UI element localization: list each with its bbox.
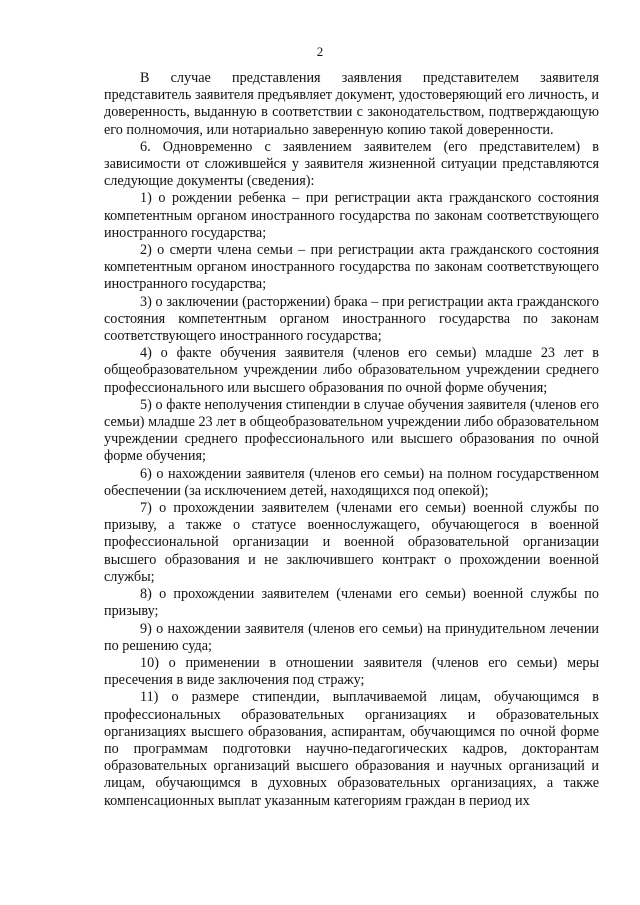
list-item-4: 4) о факте обучения заявителя (членов его семьи) младше 23 лет в общеобразовательном учреждении либо образовательном учреждении среднего профессионального или высшего образования по очной форме обучения; [104, 345, 599, 396]
list-item-6: 6) о нахождении заявителя (членов его семьи) на полном государственном обеспечении (за исключением детей, находящихся под опекой); [104, 465, 599, 499]
list-item-10: 10) о применении в отношении заявителя (членов его семьи) меры пресечения в виде заключения под стражу; [104, 654, 599, 689]
list-item-11: 11) о размере стипендии, выплачиваемой лицам, обучающимся в профессиональных образовательных организациях и образовательных организациях высшего образования, аспирантам, обучающимся по очной форме по программам подготовки научно-педагогических кадров, докторантам образовательных организаций высшего образования и научных организаций и лицам, обучающимся в духовных образовательных организациях, а также компенсационных выплат указанным категориям граждан в период их [104, 689, 599, 809]
paragraph-6-intro: 6. Одновременно с заявлением заявителем (его представителем) в зависимости от сложившейся у заявителя жизненной ситуации представляются следующие документы (сведения): [104, 138, 599, 190]
list-item-9: 9) о нахождении заявителя (членов его семьи) на принудительном лечении по решению суда; [104, 620, 599, 654]
document-body [104, 70, 599, 810]
list-item-5: 5) о факте неполучения стипендии в случае обучения заявителя (членов его семьи) младше 23 лет в общеобразовательном учреждении либо образовательном учреждении среднего профессионального или высшего образования по очной форме обучения; [104, 396, 599, 465]
page-number: 2 [316, 44, 324, 59]
list-item-1: 1) о рождении ребенка – при регистрации акта гражданского состояния компетентным органом иностранного государства по законам соответствующего иностранного государства; [104, 190, 599, 241]
list-item-2: 2) о смерти члена семьи – при регистрации акта гражданского состояния компетентным органом иностранного государства по законам соответствующего иностранного государства; [104, 242, 599, 293]
list-item-7: 7) о прохождении заявителем (членами его семьи) военной службы по призыву, а также о статусе военнослужащего, обучающегося в военной профессиональной организации и военной образовательной организации высшего образования и не заключившего контракт о прохождении военной службы; [104, 500, 599, 585]
list-item-8: 8) о прохождении заявителем (членами его семьи) военной службы по призыву; [104, 586, 599, 620]
list-item-3: 3) о заключении (расторжении) брака – при регистрации акта гражданского состояния компетентным органом иностранного государства по законам соответствующего иностранного государства; [104, 293, 599, 345]
paragraph-representative: В случае представления заявления представителем заявителя представитель заявителя предъявляет документ, удостоверяющий его личность, и доверенность, выданную в соответствии с законодательством, подтверждающую его полномочия, или нотариально заверенную копию такой доверенности. [104, 70, 599, 138]
